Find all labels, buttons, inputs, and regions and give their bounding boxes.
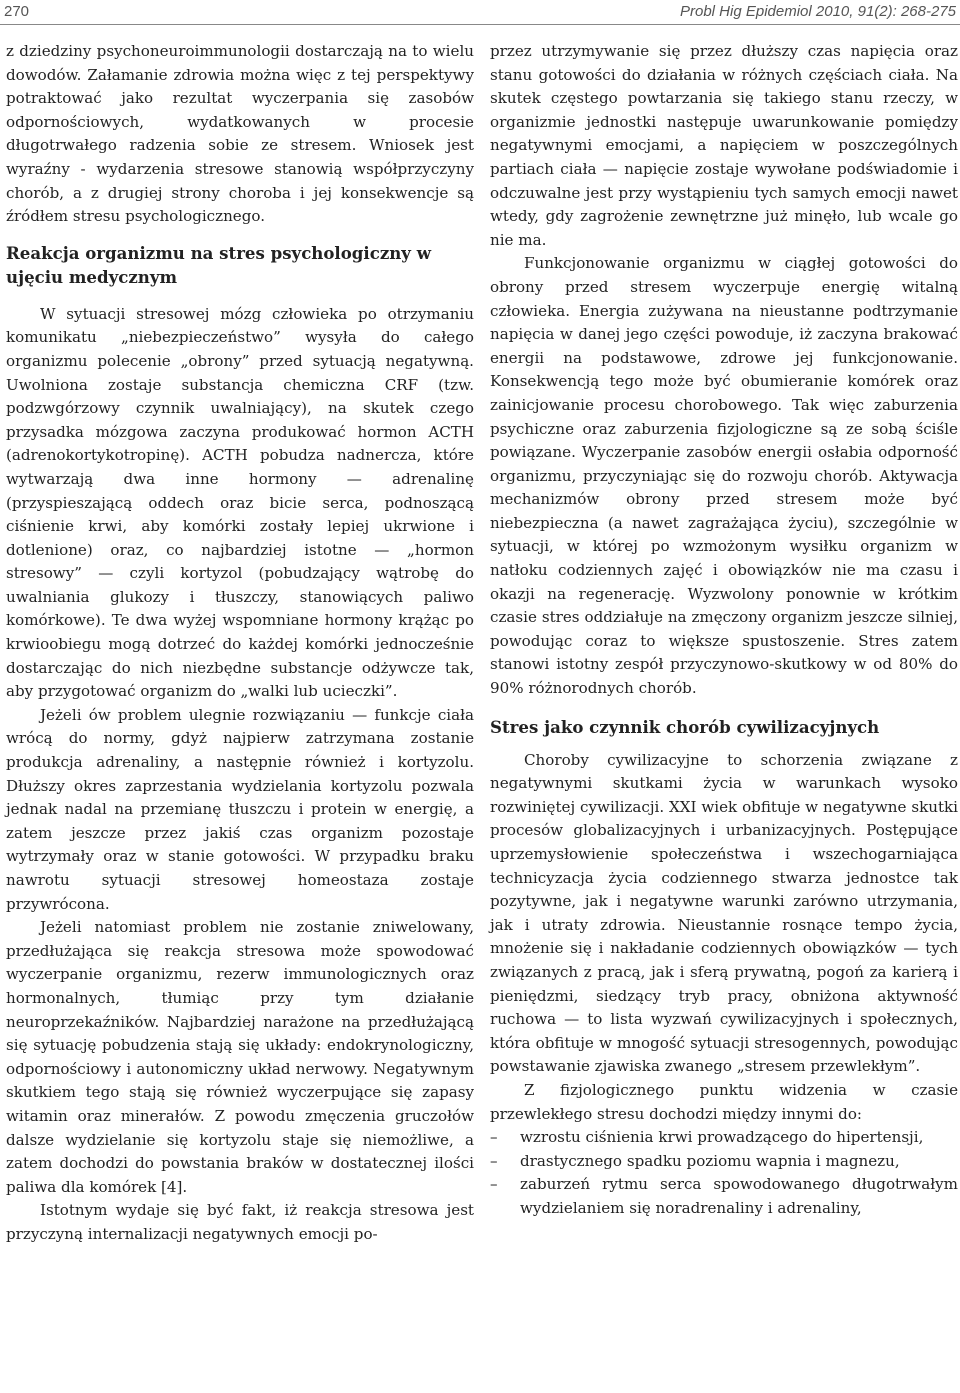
header-rule <box>0 24 960 25</box>
journal-citation: Probl Hig Epidemiol 2010, 91(2): 268-275 <box>680 3 956 20</box>
section-heading: Reakcja organizmu na stres psychologiczny w ujęciu medycznym <box>6 242 432 287</box>
paragraph: Istotnym wydaje się być fakt, iż reakcja stresowa jest przyczyną internalizacji negatywnych emocji po- <box>6 1201 474 1243</box>
page-header <box>0 0 960 22</box>
list-item <box>490 1150 958 1174</box>
list-dash: – <box>490 1175 498 1194</box>
paragraph: Z fizjologicznego punktu widzenia w czasie przewlekłego stresu dochodzi między innymi do: <box>490 1080 958 1123</box>
paragraph: z dziedziny psychoneuroimmunologii dostarczają na to wielu dowodów. Załamanie zdrowia można więc z tej perspektywy potraktować jako rezultat wyczerpania się zasobów odpornościowych, wydatkowanych w procesie długotrwałego radzenia sobie ze stresem. Wniosek jest wyraźny - wydarzenia stresowe stanowią współprzyczyny chorób, a z drugiej strony choroba i jej konsekwencje są źródłem stresu psychologicznego. <box>6 42 474 226</box>
paragraph: Jeżeli natomiast problem nie zostanie zniwelowany, przedłużająca się reakcja stresowa może spowodować wyczerpanie organizmu, rezerw immunologicznych oraz hormonalnych, tłumiąc przy tym działanie neuroprzekaźników. Najbardziej narażone na przedłużającą się sytuację pobudzenia stają się układy: endokrynologiczny, odpornościowy i autonomiczny układ nerwowy. Negatywnym skutkiem tego stają się również wyczerpujące się zapasy witamin oraz minerałów. Z powodu zmęczenia gruczołów dalsze wydzielanie się kortyzolu staje się niemożliwe, a zatem dochodzi do powstania braków w dostatecznej ilości paliwa dla komórek [4]. <box>6 918 474 1196</box>
list-dash: – <box>490 1151 498 1170</box>
list-dash: – <box>490 1128 498 1147</box>
list-item <box>490 1173 958 1220</box>
dash-list <box>490 1126 958 1220</box>
list-item-text: drastycznego spadku poziomu wapnia i magnezu, <box>520 1151 900 1170</box>
page-number: 270 <box>4 3 30 20</box>
section-heading: Stres jako czynnik chorób cywilizacyjnych <box>490 716 880 737</box>
paragraph: Choroby cywilizacyjne to schorzenia związane z negatywnymi skutkami życia w warunkach wysoko rozwiniętej cywilizacji. XXI wiek obfituje w negatywne skutki procesów globalizacyjnych i urbanizacyjnych. Postępujące uprzemysłowienie społeczeństwa i wszechogarniająca technicyzacja życia codziennego stwarza jednostce tak pozytywne, jak i negatywne warunki zarówno utrzymania, jak i utraty zdrowia. Nieustannie rosnące tempo życia, mnożenie się i nakładanie codziennych obowiązków — tych związanych z pracą, jak i sferą prywatną, pogoń za karierą i pieniędzmi, siedzący tryb pracy, obniżona aktywność ruchowa — to lista wyzwań cywilizacyjnych i społecznych, która obfituje w mnogość sytuacji stresogennych, powodując powstawanie zjawiska zwanego „stresem przewlekłym”. <box>490 750 958 1076</box>
list-item <box>490 1126 958 1150</box>
paragraph: przez utrzymywanie się przez dłuższy czas napięcia oraz stanu gotowości do działania w różnych częściach ciała. Na skutek częstego powtarzania się takiego stanu rzeczy, w organizmie jednostki następuje uwarunkowanie pomiędzy negatywnymi emocjami, a napięciem w poszczególnych partiach ciała — napięcie zostaje wywołane podświadomie i odczuwalne jest przy wystąpieniu tych samych emocji nawet wtedy, gdy zagrożenie zewnętrzne już minęło, lub wcale go nie ma. <box>490 42 958 249</box>
list-item-text: zaburzeń rytmu serca spowodowanego długotrwałym wydzielaniem się noradrenaliny i adrenaliny, <box>520 1175 958 1217</box>
paragraph: W sytuacji stresowej mózg człowieka po otrzymaniu komunikatu „niebezpieczeństwo” wysyła do całego organizmu polecenie „obrony” przed sytuacją negatywną. Uwolniona zostaje substancja chemiczna CRF (tzw. podzwgórzowy czynnik uwalniający), na skutek czego przysadka mózgowa zaczyna produkować hormon ACTH (adrenokortykotropinę). ACTH pobudza nadnercza, które wytwarzają dwa inne hormony — adrenalinę (przyspieszającą oddech oraz bicie serca, podnoszącą ciśnienie krwi, aby komórki zostały lepiej ukrwione i dotlenione) oraz, co najbardziej istotne — „hormon stresowy” — czyli kortyzol (pobudzający wątrobę do uwalniania glukozy i tłuszczy, stanowiących paliwo komórkowe). Te dwa wyżej wspomniane hormony krążąc po krwioobiegu mogą dotrzeć do każdej komórki jednocześnie dostarczając do nich niezbędne substancje odżywcze tak, aby przygotować organizm do „walki lub ucieczki”. <box>6 304 474 701</box>
right-column <box>490 40 958 1221</box>
list-item-text: wzrostu ciśnienia krwi prowadzącego do hipertensji, <box>520 1128 924 1147</box>
left-column <box>6 40 474 1247</box>
paragraph: Jeżeli ów problem ulegnie rozwiązaniu — funkcje ciała wrócą do normy, gdyż najpierw zatrzymana zostanie produkcja adrenaliny, a następnie również i kortyzolu. Dłuższy okres zaprzestania wydzielania kortyzolu pozwala jednak nadal na przemianę tłuszczu i protein w energię, a zatem jeszcze przez jakiś czas organizm pozostaje wytrzymały oraz w stanie gotowości. W przypadku braku nawrotu sytuacji stresowej homeostaza zostaje przywrócona. <box>6 705 474 913</box>
paragraph: Funkcjonowanie organizmu w ciągłej gotowości do obrony przed stresem wyczerpuje energię witalną człowieka. Energia zużywana na nieustanne podtrzymanie napięcia w danej jego części powoduje, iż zaczyna brakować energii na podstawowe, zdrowe jej funkcjonowanie. Konsekwencją tego może być obumieranie komórek oraz zainicjowanie procesu chorobowego. Tak więc zaburzenia psychiczne oraz zaburzenia fizjologiczne są ze sobą ściśle powiązane. Wyczerpanie zasobów energii osłabia odporność organizmu, przyczyniając się do rozwoju chorób. Aktywacja mechanizmów obrony przed stresem może być niebezpieczna (a nawet zagrażająca życiu), szczególnie w sytuacji, w której po wzmożonym wysiłku organizm w natłoku codziennych zajęć i obowiązków nie ma czasu i okazji na regenerację. Wyzwolony ponownie w krótkim czasie stres oddziałuje na zmęczony organizm jeszcze silniej, powodując coraz to większe spustoszenie. Stres zatem stanowi istotny zespół przyczynowo-skutkowy w od 80% do 90% różnorodnych chorób. <box>490 254 958 698</box>
